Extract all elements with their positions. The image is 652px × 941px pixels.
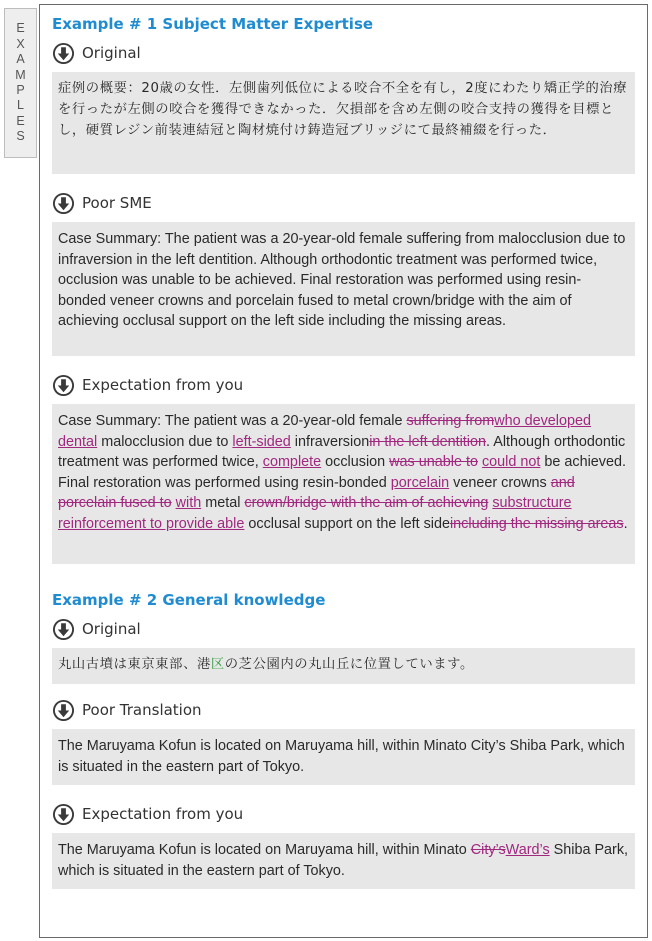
text-segment: Case Summary: The patient was a 20-year-old female <box>58 413 407 429</box>
inserted-text: Ward’s <box>505 842 550 858</box>
inserted-text: left-sided <box>232 433 291 450</box>
deleted-text: including the missing areas <box>449 515 624 532</box>
deleted-text: crown/bridge with the aim of achieving <box>244 495 489 512</box>
down-arrow-circle-icon <box>52 618 75 641</box>
example-1-expectation-header <box>52 373 635 397</box>
text-segment: Shiba Park, which is situated in the eastern part of Tokyo. <box>58 842 629 879</box>
example-2-title: Example # 2 General knowledge <box>52 591 326 609</box>
side-tab-letter: S <box>16 129 25 144</box>
example-1-expectation-text <box>52 404 635 564</box>
down-arrow-circle-icon <box>52 374 75 397</box>
text-segment: veneer crowns <box>449 474 551 491</box>
down-arrow-circle-icon <box>52 803 75 826</box>
text-segment: の芝公園内の丸山丘に位置しています。 <box>224 657 474 672</box>
down-arrow-circle-icon <box>52 42 75 65</box>
example-2-poor-text: The Maruyama Kofun is located on Maruyama hill, within Minato City’s Shiba Park, which is situated in the eastern part of Tokyo. <box>52 729 635 785</box>
text-segment: metal <box>201 495 245 512</box>
side-tab-letter: E <box>16 113 25 128</box>
down-arrow-circle-icon <box>52 699 75 722</box>
inserted-text: substructure reinforcement to provide able <box>58 495 572 532</box>
text-segment: be achieved. Final restoration was performed using resin-bonded <box>58 454 626 491</box>
deleted-text: was unable to <box>389 454 478 471</box>
example-1-original-header <box>52 41 635 65</box>
text-segment: . Although orthodontic treatment was performed twice, <box>58 433 626 471</box>
section-label: Original <box>82 44 141 62</box>
section-label: Poor SME <box>82 194 152 212</box>
side-tab-letter: A <box>16 52 25 67</box>
side-tab-letter: X <box>16 36 25 51</box>
example-2-expectation-header <box>52 802 635 826</box>
text-segment: malocclusion due to <box>97 433 233 450</box>
deleted-text: suffering from <box>406 413 495 429</box>
inserted-text: porcelain <box>390 474 450 491</box>
text-segment: occlusion <box>321 454 390 471</box>
example-1-poor-text: Case Summary: The patient was a 20-year-old female suffering from malocclusion due to infraversion in the left dentition. Although orthodontic treatment was performed twice, occlusion was unable to be achieved. Final restoration was performed using resin-bonded veneer crowns and porcelain fused to metal crown/bridge with the aim of achieving occlusal support on the left side including the missing areas. <box>52 222 635 356</box>
side-tab-letter: P <box>16 83 25 97</box>
text-segment: . <box>623 515 628 532</box>
down-arrow-circle-icon <box>52 192 75 215</box>
side-tab-letter: E <box>16 21 25 36</box>
deleted-text: City’s <box>470 842 506 858</box>
text-segment: 丸山古墳は東京東部、港 <box>58 657 211 672</box>
example-2-poor-header <box>52 698 635 722</box>
example-1-poor-header <box>52 191 635 215</box>
example-2-original-header <box>52 617 635 641</box>
example-1-title: Example # 1 Subject Matter Expertise <box>52 15 374 33</box>
text-segment: infraversion <box>290 433 370 450</box>
example-1-original-text: 症例の概要：20歳の女性．左側歯列低位による咬合不全を有し，2度にわたり矯正学的治療を行ったが左側の咬合を獲得できなかった．欠損部を含め左側の咬合支持の獲得を目標とし，硬質レジン前装連結冠と陶材焼付け鋳造冠ブリッジにて最終補綴を行った． <box>52 72 635 174</box>
text-segment: The Maruyama Kofun is located on Maruyama hill, within Minato <box>58 842 471 858</box>
examples-frame <box>39 4 648 938</box>
side-tab-letter: L <box>17 98 24 113</box>
inserted-text: with <box>175 495 202 512</box>
inserted-text: could not <box>481 454 541 471</box>
section-label: Poor Translation <box>82 701 202 719</box>
section-label: Expectation from you <box>82 805 244 823</box>
example-2-expectation-text <box>52 833 635 889</box>
section-label: Original <box>82 620 141 638</box>
highlighted-text: 区 <box>210 657 225 672</box>
example-2-original-text <box>52 648 635 684</box>
inserted-text: who developed dental <box>58 413 592 450</box>
section-label: Expectation from you <box>82 376 244 394</box>
deleted-text: and porcelain fused to <box>58 474 575 512</box>
side-tab-letter: M <box>15 67 26 82</box>
text-segment: occlusal support on the left side <box>244 515 450 532</box>
examples-side-tab <box>4 8 37 158</box>
deleted-text: in the left dentition <box>369 433 487 450</box>
inserted-text: complete <box>262 454 322 471</box>
